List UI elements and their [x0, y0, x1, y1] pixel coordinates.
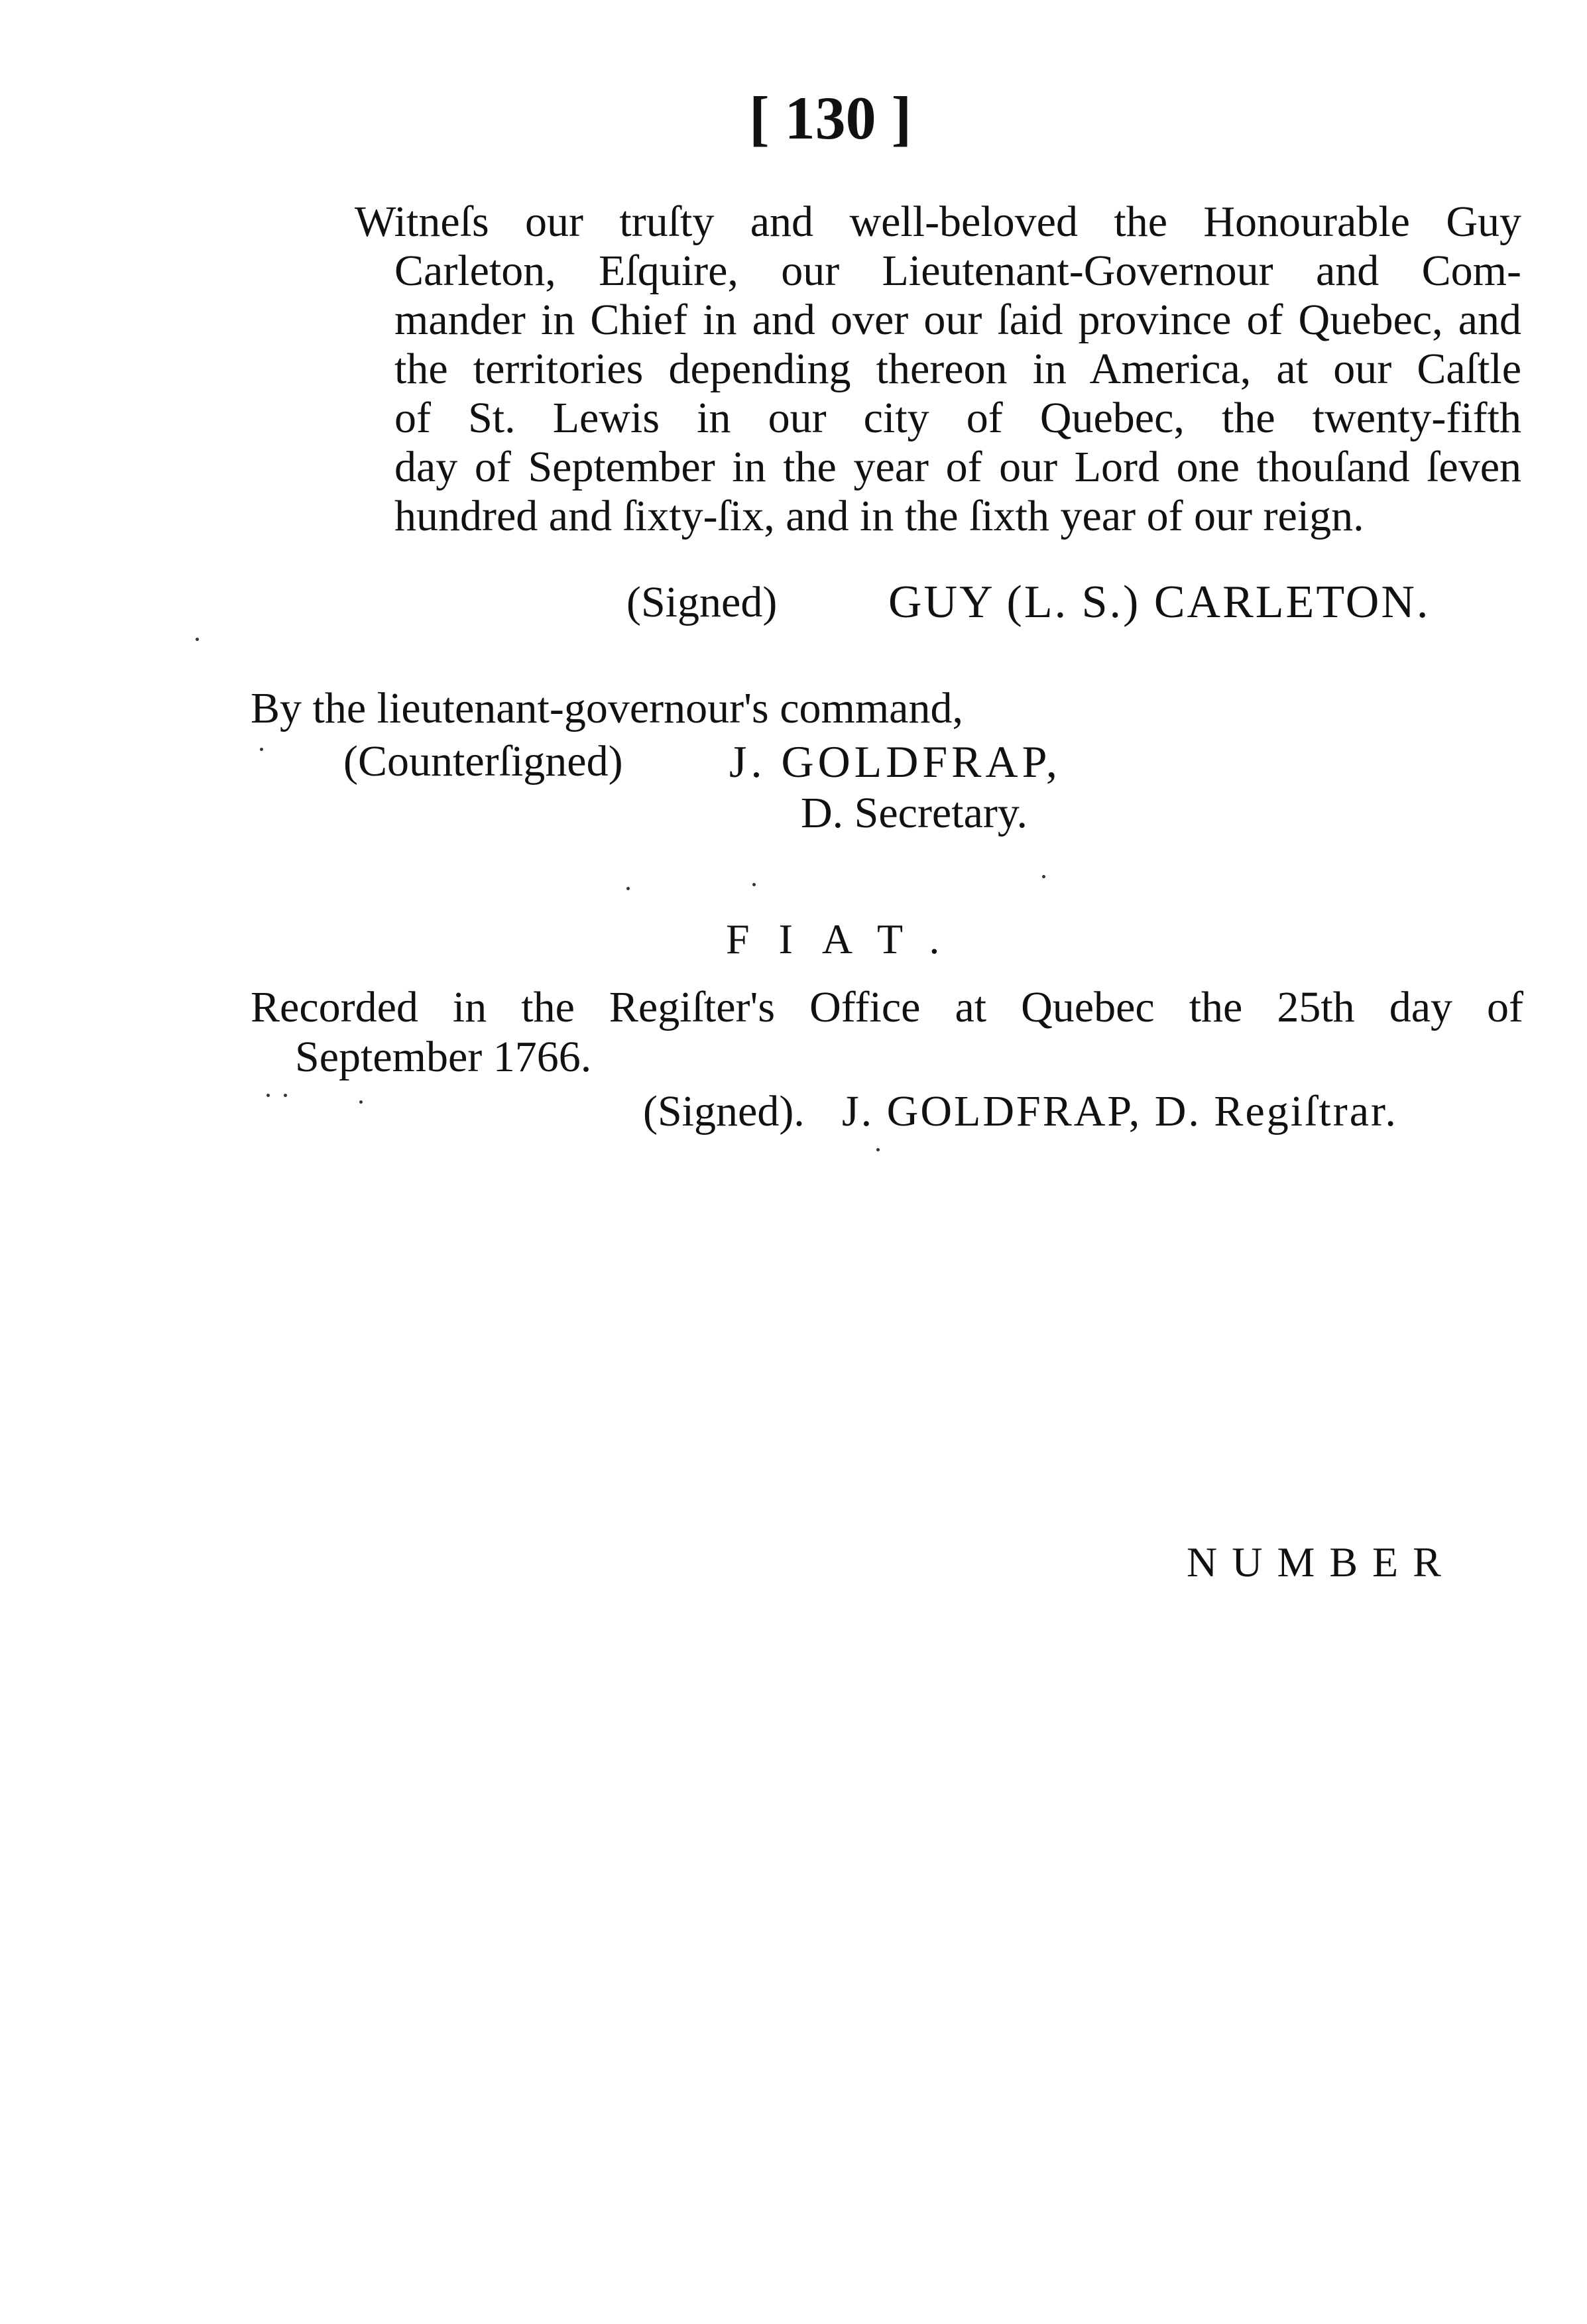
catchword: NUMBER [1187, 1539, 1456, 1586]
print-speck [876, 1148, 880, 1151]
registrar-name: J. GOLDFRAP, D. Regiſtrar. [842, 1087, 1398, 1135]
recorded-signed-label: (Signed). [643, 1087, 805, 1135]
signatory-name: GUY (L. S.) CARLETON. [888, 577, 1431, 628]
witness-line-3: mander in Chief in and over our ſaid province of Quebec, and [394, 296, 1521, 344]
countersigner-title: D. Secretary. [801, 789, 1028, 837]
witness-line-7: hundred and ſixty-ſix, and in the ſixth year of our reign. [394, 492, 1364, 540]
print-speck [1042, 875, 1045, 878]
print-speck [626, 887, 630, 890]
countersigner-name: J. GOLDFRAP, [729, 736, 1061, 787]
print-speck [196, 638, 199, 641]
print-speck [260, 748, 263, 751]
page-number-header: [ 130 ] [749, 84, 912, 152]
print-speck [752, 883, 756, 886]
recorded-line-2: September 1766. [295, 1033, 592, 1081]
witness-line-4: the territories depending thereon in America, at our Caſtle [394, 345, 1521, 393]
print-speck [284, 1094, 287, 1097]
witness-paragraph-continued [394, 247, 1521, 541]
witness-line-6: day of September in the year of our Lord one thouſand ſeven [394, 443, 1521, 491]
witness-paragraph [355, 198, 1521, 247]
witness-line-1: Witneſs our truſty and well-beloved the Honourable Guy [355, 198, 1521, 246]
print-speck [359, 1100, 363, 1104]
fiat-heading: FIAT. [726, 915, 969, 962]
command-line: By the lieutenant-governour's command, [251, 684, 963, 732]
signed-label: (Signed) [626, 578, 778, 626]
countersigned-label: (Counterſigned) [343, 737, 623, 785]
witness-line-5: of St. Lewis in our city of Quebec, the twenty-fifth [394, 394, 1521, 442]
witness-line-2: Carleton, Eſquire, our Lieutenant-Governour and Com- [394, 247, 1521, 295]
recorded-line-1: Recorded in the Regiſter's Office at Quebec the 25th day of [251, 983, 1523, 1031]
print-speck [266, 1094, 270, 1097]
